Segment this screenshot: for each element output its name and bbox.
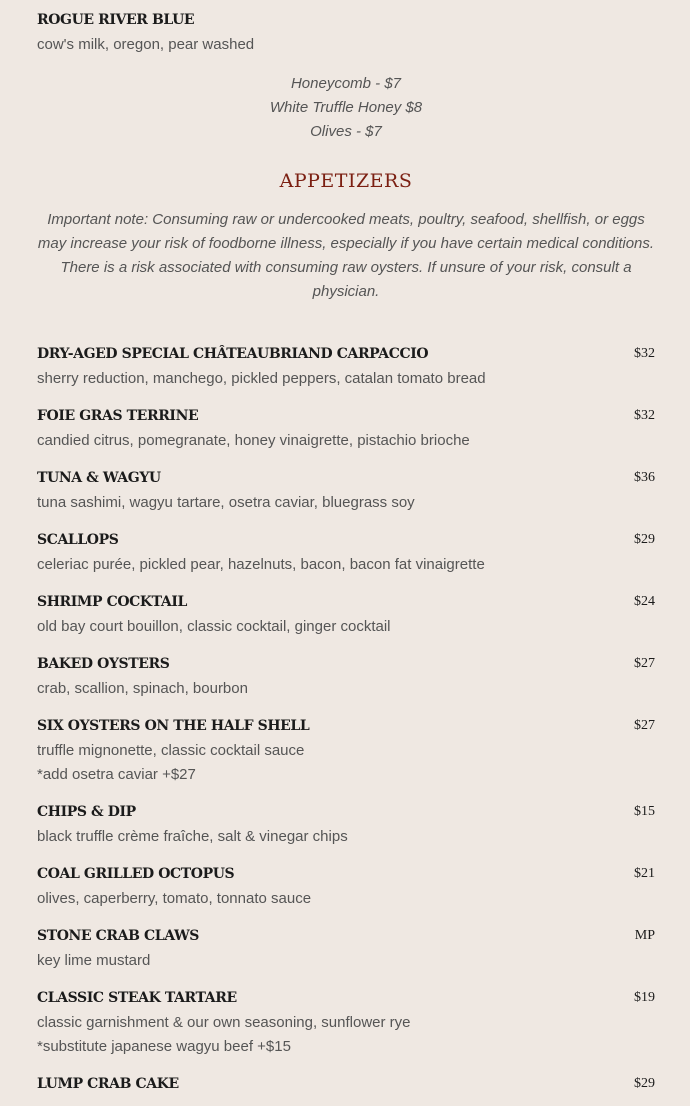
item-price: $32 xyxy=(634,408,655,423)
item-name: CLASSIC STEAK TARTARE xyxy=(37,990,237,1006)
extra-white-truffle-honey: White Truffle Honey $8 xyxy=(269,99,423,116)
item-name: SHRIMP COCKTAIL xyxy=(37,594,187,610)
item-price: $27 xyxy=(634,718,655,733)
item-price: $36 xyxy=(634,470,655,485)
item-description: crab, scallion, spinach, bourbon xyxy=(37,680,248,697)
item-addon: *add osetra caviar +$27 xyxy=(37,766,196,783)
menu-item xyxy=(37,865,655,911)
item-name: SCALLOPS xyxy=(37,532,119,548)
item-description: olives, caperberry, tomato, tonnato sauce xyxy=(37,890,312,907)
item-price: $29 xyxy=(634,532,655,547)
item-name: BAKED OYSTERS xyxy=(37,656,170,672)
menu-item xyxy=(37,469,655,515)
item-description: black truffle crème fraîche, salt & vinegar chips xyxy=(37,828,348,845)
item-description: cow's milk, oregon, pear washed xyxy=(37,36,255,53)
item-description: truffle mignonette, classic cocktail sauce xyxy=(37,742,305,759)
menu-item xyxy=(37,803,655,849)
item-name: DRY-AGED SPECIAL CHÂTEAUBRIAND CARPACCIO xyxy=(37,346,429,362)
item-price: $24 xyxy=(634,594,655,609)
item-name: CHIPS & DIP xyxy=(37,804,136,820)
item-name: FOIE GRAS TERRINE xyxy=(37,408,199,424)
menu-item xyxy=(37,345,655,391)
menu-item xyxy=(37,407,655,453)
item-name: LUMP CRAB CAKE xyxy=(37,1076,179,1092)
item-description: celeriac purée, pickled pear, hazelnuts, bacon, bacon fat vinaigrette xyxy=(37,556,485,573)
item-price: MP xyxy=(634,928,655,943)
item-price: $15 xyxy=(634,804,655,819)
item-price: $29 xyxy=(634,1076,655,1091)
item-description: candied citrus, pomegranate, honey vinaigrette, pistachio brioche xyxy=(37,432,470,449)
extra-honeycomb: Honeycomb - $7 xyxy=(290,75,402,92)
item-name: COAL GRILLED OCTOPUS xyxy=(37,866,235,882)
menu-item xyxy=(37,1075,655,1093)
item-price: $19 xyxy=(634,990,655,1005)
item-price: $32 xyxy=(634,346,655,361)
item-description: key lime mustard xyxy=(37,952,151,969)
menu-item xyxy=(37,989,655,1059)
section-title: APPETIZERS xyxy=(279,170,413,192)
item-description: old bay court bouillon, classic cocktail, ginger cocktail xyxy=(37,618,391,635)
item-price: $27 xyxy=(634,656,655,671)
menu-item xyxy=(37,717,655,787)
item-description: classic garnishment & our own seasoning, sunflower rye xyxy=(37,1014,411,1031)
menu-item xyxy=(37,593,655,639)
item-name: STONE CRAB CLAWS xyxy=(37,928,199,944)
extra-olives: Olives - $7 xyxy=(310,123,382,140)
allergy-note: Important note: Consuming raw or undercooked meats, poultry, seafood, shellfish, or eggs may increase your risk of foodborne illness, especially if you have certain medical conditions. There is a risk associated with consuming raw oysters. If unsure of your risk, consult a physician. xyxy=(37,211,655,300)
item-name: SIX OYSTERS ON THE HALF SHELL xyxy=(37,718,310,734)
item-description: tuna sashimi, wagyu tartare, osetra caviar, bluegrass soy xyxy=(37,494,415,511)
item-addon: *substitute japanese wagyu beef +$15 xyxy=(37,1038,291,1055)
item-name: TUNA & WAGYU xyxy=(37,470,161,486)
menu-item xyxy=(37,531,655,577)
menu-item-rogue-river-blue xyxy=(37,11,655,57)
item-description: sherry reduction, manchego, pickled peppers, catalan tomato bread xyxy=(37,370,486,387)
item-name: ROGUE RIVER BLUE xyxy=(37,12,195,28)
menu-item xyxy=(37,655,655,701)
item-price: $21 xyxy=(634,866,655,881)
menu-item xyxy=(37,927,655,973)
extras-list xyxy=(37,72,655,144)
